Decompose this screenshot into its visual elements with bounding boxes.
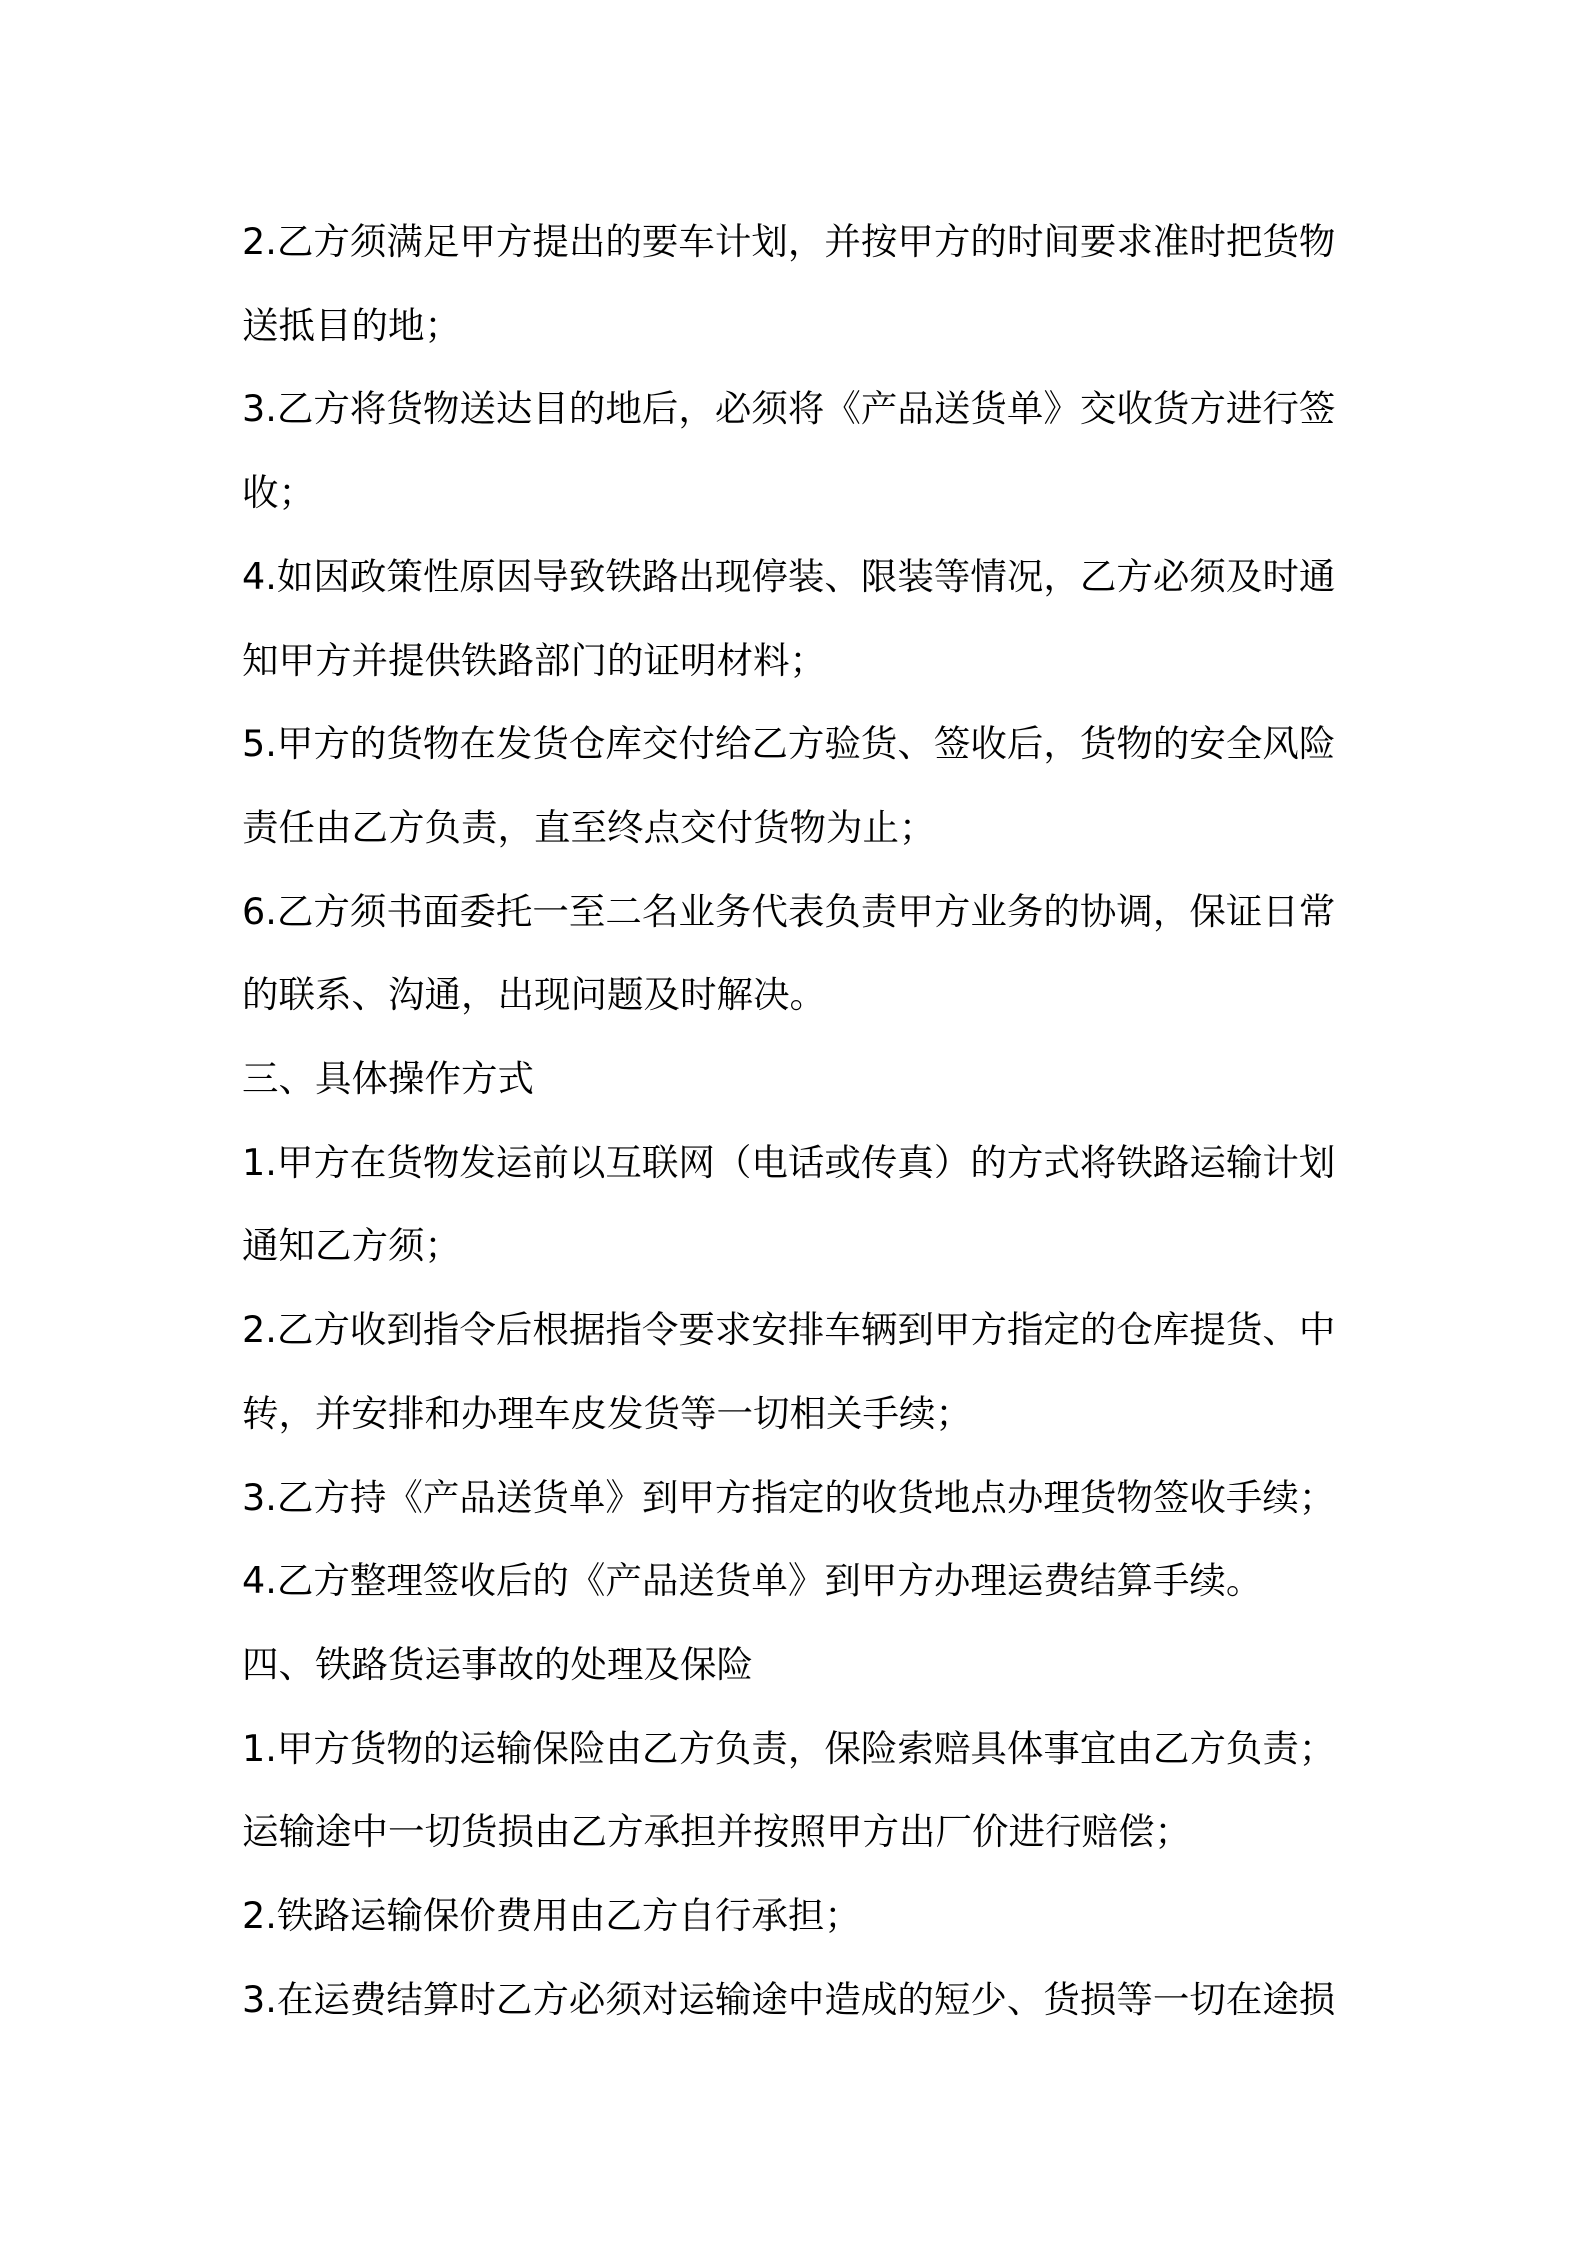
clause-3-delivery-receipt: 3.乙方将货物送达目的地后，必须将《产品送货单》交收货方进行签收；: [242, 387, 1336, 515]
operation-step-2: 2.乙方收到指令后根据指令要求安排车辆到甲方指定的仓库提货、中转，并安排和办理车皮发货等一切相关手续；: [242, 1308, 1336, 1435]
operation-step-4: 4.乙方整理签收后的《产品送货单》到甲方办理运费结算手续。: [242, 1559, 1263, 1603]
operation-step-3: 3.乙方持《产品送货单》到甲方指定的收货地点办理货物签收手续；: [242, 1475, 1336, 1519]
section-heading-operation: 三、具体操作方式: [242, 1057, 534, 1101]
section-heading-accidents-insurance: 四、铁路货运事故的处理及保险: [242, 1642, 753, 1686]
clause-2-vehicle-plan: 2.乙方须满足甲方提出的要车计划，并按甲方的时间要求准时把货物送抵目的地；: [242, 220, 1336, 347]
clause-4-policy-restriction: 4.如因政策性原因导致铁路出现停装、限装等情况，乙方必须及时通知甲方并提供铁路部门的证明材料；: [242, 554, 1336, 682]
operation-step-1: 1.甲方在货物发运前以互联网（电话或传真）的方式将铁路运输计划通知乙方须；: [242, 1140, 1336, 1268]
insurance-clause-2: 2.铁路运输保价费用由乙方自行承担；: [242, 1894, 861, 1938]
document-body: [242, 200, 1362, 2041]
clause-6-business-representative: 6.乙方须书面委托一至二名业务代表负责甲方业务的协调，保证日常的联系、沟通，出现问题及时解决。: [242, 889, 1336, 1017]
insurance-clause-1: 1.甲方货物的运输保险由乙方负责，保险索赔具体事宜由乙方负责；运输途中一切货损由乙方承担并按照甲方出厂价进行赔偿；: [242, 1726, 1336, 1854]
clause-5-risk-responsibility: 5.甲方的货物在发货仓库交付给乙方验货、签收后，货物的安全风险责任由乙方负责，直至终点交付货物为止；: [242, 722, 1336, 849]
insurance-clause-3: 3.在运费结算时乙方必须对运输途中造成的短少、货损等一切在途损: [242, 1977, 1336, 2021]
